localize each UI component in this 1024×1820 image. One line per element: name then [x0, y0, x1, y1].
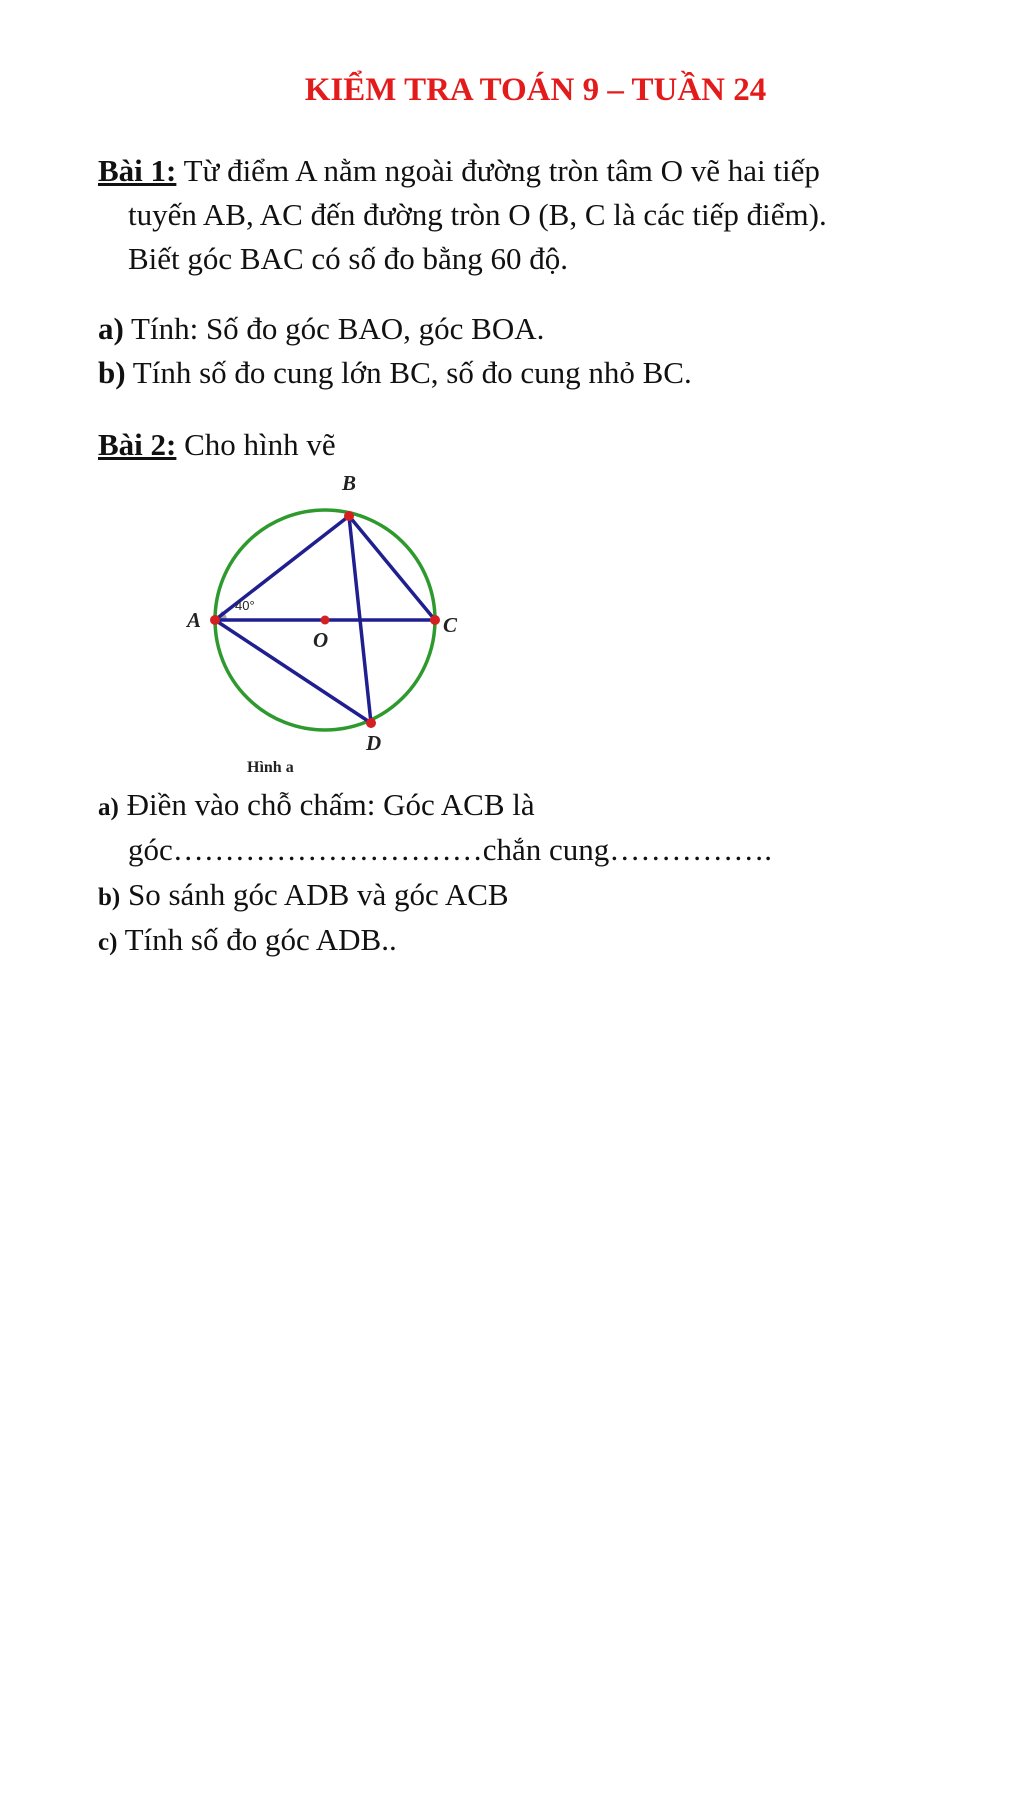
- bai2-question-b: [98, 877, 509, 913]
- segment-ad: [215, 620, 371, 723]
- label-o: O: [313, 628, 329, 652]
- point-a: [210, 615, 220, 625]
- label-c: C: [443, 613, 458, 637]
- bai2-question-c: [98, 922, 397, 958]
- bai1-line1: [98, 153, 820, 189]
- page-title: KIỂM TRA TOÁN 9 – TUẦN 24: [304, 72, 767, 108]
- bai2-intro: Cho hình vẽ: [184, 427, 336, 462]
- bai2-b-label: b): [98, 884, 121, 911]
- figure-caption: Hình a: [247, 759, 294, 776]
- point-d: [366, 718, 376, 728]
- bai2-a-fill-blank: góc…………………………chắn cung…………….: [128, 832, 773, 867]
- bai1-a-text: Tính: Số đo góc BAO, góc BOA.: [131, 311, 545, 346]
- bai1-line2: tuyến AB, AC đến đường tròn O (B, C là các tiếp điểm).: [128, 197, 827, 232]
- bai2-a-label: a): [98, 794, 119, 821]
- point-b: [344, 511, 354, 521]
- bai2-intro-line: [98, 427, 336, 463]
- bai1-a-label: a): [98, 311, 124, 346]
- bai2-heading: Bài 2:: [98, 427, 177, 462]
- bai2-c-label: c): [98, 929, 118, 956]
- label-b: B: [342, 471, 357, 495]
- label-d: D: [366, 731, 382, 755]
- point-o: [321, 616, 330, 625]
- bai1-question-a: [98, 311, 544, 347]
- bai2-question-a: [98, 787, 535, 823]
- bai1-text1: Từ điểm A nằm ngoài đường tròn tâm O vẽ hai tiếp: [183, 153, 820, 188]
- bai1-heading: Bài 1:: [98, 153, 177, 188]
- bai1-b-label: b): [98, 355, 126, 390]
- angle-label: 40°: [235, 598, 255, 613]
- bai1-question-b: [98, 355, 692, 391]
- bai1-line3: Biết góc BAC có số đo bằng 60 độ.: [128, 241, 568, 276]
- point-c: [430, 615, 440, 625]
- bai1-b-text: Tính số đo cung lớn BC, số đo cung nhỏ BC.: [132, 355, 692, 390]
- bai2-b-text: So sánh góc ADB và góc ACB: [127, 877, 509, 912]
- label-a: A: [187, 608, 202, 632]
- bai2-a-text1: Điền vào chỗ chấm: Góc ACB là: [126, 787, 535, 822]
- geometry-figure: [175, 470, 475, 780]
- bai2-c-text: Tính số đo góc ADB..: [124, 922, 397, 957]
